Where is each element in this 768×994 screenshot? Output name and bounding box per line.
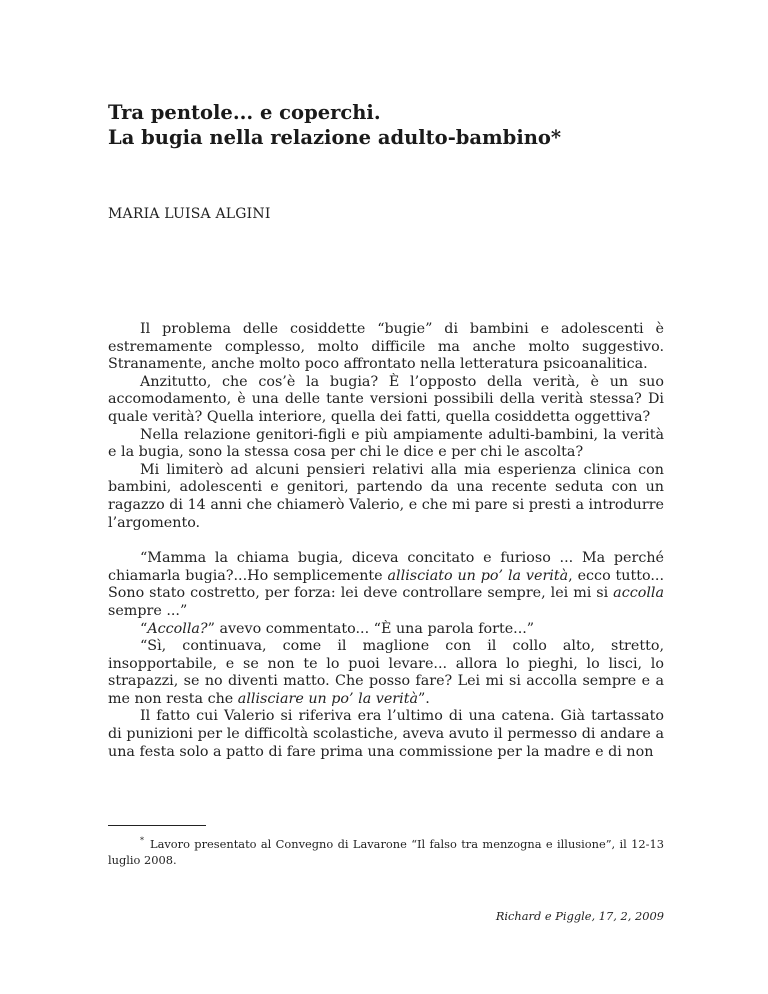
article-body (108, 321, 664, 761)
paragraph-question: Anzitutto, che cos’è la bugia? È l’opposto della verità, è un suo accomodamento, è una delle tante versioni possibili della verità stessa? Di quale verità? Quella interiore, quella dei fatti, quella cosiddetta oggettiva? (108, 373, 664, 425)
quote-paragraph-3: “Sì, continuava, come il maglione con il collo alto, stretto, insopportabile, e se non te lo puoi levare... allora lo pieghi, lo lisci, lo strapazzi, se no diventi matto. Che posso fare? Lei mi si accolla sempre e a me non resta che allisciare un po’ la verità”. (108, 638, 664, 707)
paragraph-intro: Il problema delle cosiddette “bugie” di bambini e adolescenti è estremamente complesso, molto difficile ma anche molto suggestivo. Stranamente, anche molto poco affrontato nella letteratura psicoanalitica. (108, 321, 664, 373)
footnote-divider (108, 825, 206, 826)
footnote-marker: * (140, 836, 144, 845)
journal-reference: Richard e Piggle, 17, 2, 2009 (495, 909, 664, 923)
paragraph-event: Il fatto cui Valerio si riferiva era l’ultimo di una catena. Già tartassato di punizioni per le difficoltà scolastiche, aveva avuto il permesso di andare a una festa solo a patto di fare prima una commissione per la madre e di non (108, 708, 664, 760)
footnote-text: Lavoro presentato al Convegno di Lavarone “Il falso tra menzogna e illusione”, il 12-13 luglio 2008. (108, 836, 664, 867)
quote-paragraph-2: “Accolla?” avevo commentato... “È una parola forte...” (140, 620, 535, 637)
title-line-1: Tra pentole... e coperchi. (108, 101, 381, 124)
paragraph-experience: Mi limiterò ad alcuni pensieri relativi alla mia esperienza clinica con bambini, adolescenti e genitori, partendo da una recente seduta con un ragazzo di 14 anni che chiamerò Valerio, e che mi pare si presti a introdurre l’argomento. (108, 461, 664, 531)
paragraph-relation: Nella relazione genitori-figli e più ampiamente adulti-bambini, la verità e la bugia, sono la stessa cosa per chi le dice e per chi le ascolta? (108, 426, 664, 461)
footnote (108, 833, 664, 868)
title-line-2: La bugia nella relazione adulto-bambino* (108, 126, 562, 149)
quote-paragraph-1: “Mamma la chiama bugia, diceva concitato e furioso ... Ma perché chiamarla bugia?...Ho semplicemente allisciato un po’ la verità, ecco tutto... Sono stato costretto, per forza: lei deve controllare sempre, lei mi si accolla sempre ...” (108, 550, 664, 619)
author-name: MARIA LUISA ALGINI (108, 206, 271, 222)
article-title (108, 100, 668, 150)
